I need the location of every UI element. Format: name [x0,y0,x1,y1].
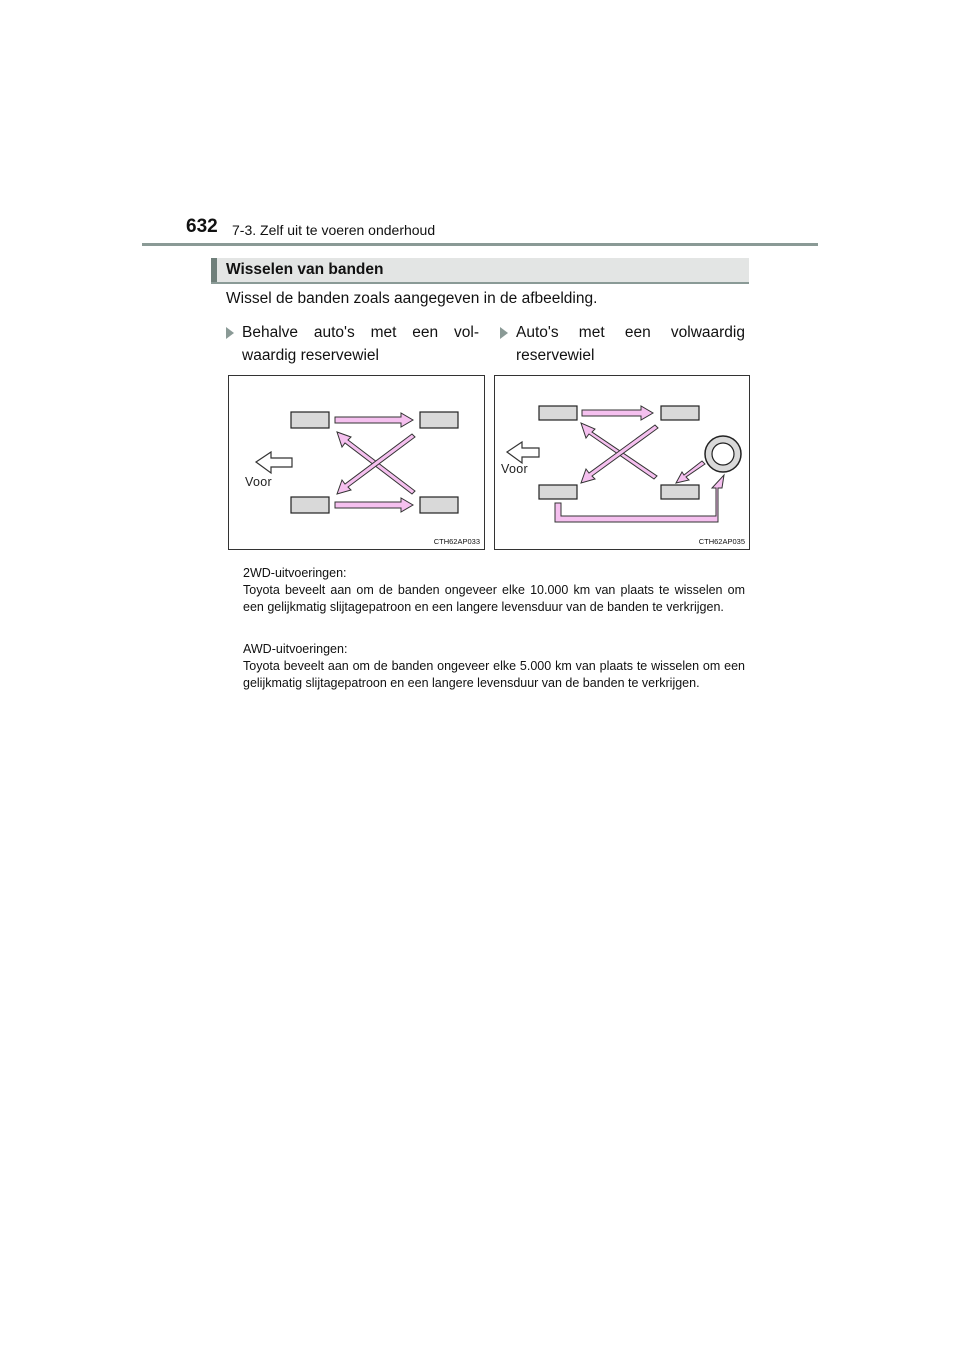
rotation-diagram-svg [495,376,750,550]
section-title-bar [211,258,749,284]
page-number: 632 [186,216,218,237]
tire-front-left [539,406,577,420]
front-direction-arrow-icon [507,442,539,463]
intro-text: Wissel de banden zoals aangegeven in de afbeelding. [226,290,598,307]
note-heading: 2WD-uitvoeringen: [243,566,347,580]
bullet-triangle-icon [226,327,234,339]
arrow-front-to-rear-bottom [335,498,413,512]
bullet-text: Auto's met een volwaardig reservewiel [516,324,745,364]
tire-rear-right [420,497,458,513]
tire-front-right [539,485,577,499]
title-accent [211,258,217,282]
arrow-spare-to-rear [676,461,705,483]
header-divider [142,243,818,246]
note-2wd [243,565,745,616]
figure-code: CTH62AP035 [698,537,745,546]
note-body: Toyota beveelt aan om de banden ongeveer elke 5.000 km van plaats te wisselen om een gelijkmatig slijtagepatroon en een langere levensduur van de banden te verkrijgen. [243,659,745,690]
rotation-diagram-svg [229,376,485,550]
rotation-diagram-without-spare [228,375,485,550]
note-heading: AWD-uitvoeringen: [243,642,348,656]
bullet-with-spare [500,321,745,367]
tire-front-right [291,497,329,513]
tire-rear-left [661,406,699,420]
arrow-front-to-rear-top [582,406,653,420]
tire-rear-right [661,485,699,499]
arrow-front-to-rear-top [335,413,413,427]
front-label: Voor [501,462,528,476]
spare-tire-inner [712,443,734,465]
bullet-text: Behalve auto's met een vol-waardig reservewiel [242,324,479,364]
section-header: 7-3. Zelf uit te voeren onderhoud [232,222,436,238]
rotation-diagram-with-spare [494,375,750,550]
section-title: Wisselen van banden [226,261,384,278]
tire-front-left [291,412,329,428]
tire-rear-left [420,412,458,428]
front-direction-arrow-icon [256,452,292,473]
bullet-triangle-icon [500,327,508,339]
figure-code: CTH62AP033 [433,537,480,546]
front-label: Voor [245,475,272,489]
bullet-without-spare [226,321,479,367]
note-awd [243,641,745,692]
note-body: Toyota beveelt aan om de banden ongeveer elke 10.000 km van plaats te wisselen om een gelijkmatig slijtagepatroon en een langere levensduur van de banden te verkrijgen. [243,583,745,614]
